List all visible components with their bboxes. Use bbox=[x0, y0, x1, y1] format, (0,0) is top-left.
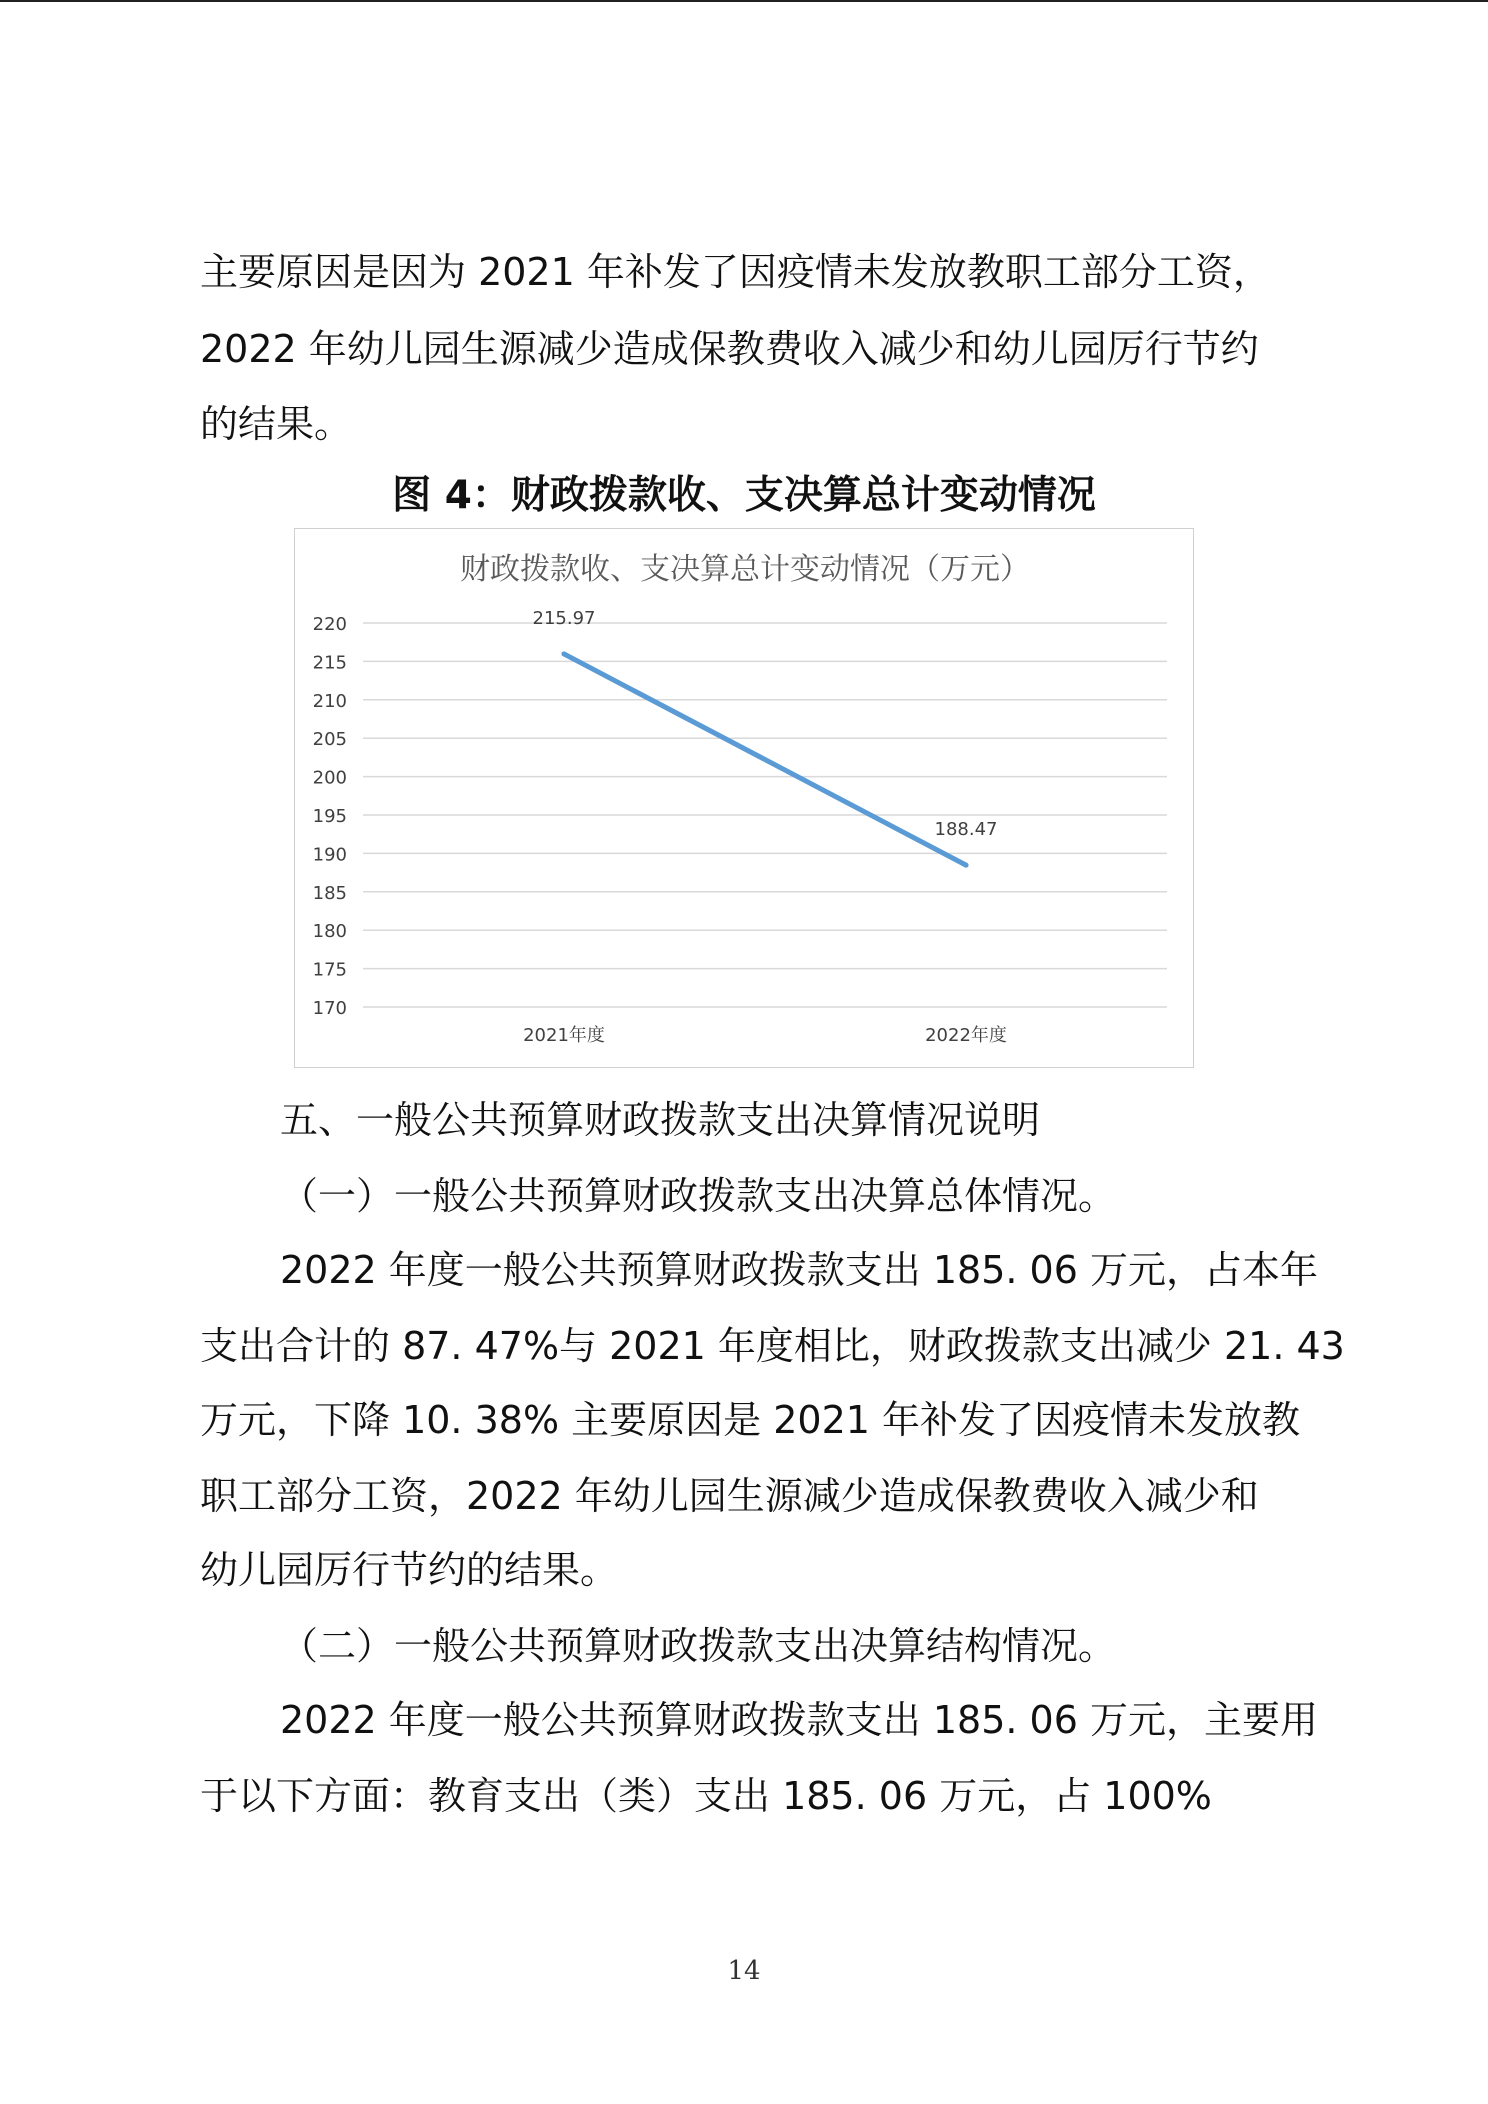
y-tick-label: 195 bbox=[312, 806, 347, 827]
x-axis-ticks bbox=[523, 1024, 1007, 1046]
sub1-line-3: 万元，下降 10. 38% 主要原因是 2021 年补发了因疫情未发放教 bbox=[200, 1398, 1300, 1442]
data-point bbox=[964, 863, 969, 868]
intro-line-1: 主要原因是因为 2021 年补发了因疫情未发放教职工部分工资， bbox=[200, 250, 1271, 294]
data-point bbox=[562, 651, 567, 656]
subsection-2-heading: （二）一般公共预算财政拨款支出决算结构情况。 bbox=[280, 1624, 1117, 1668]
line-chart bbox=[294, 528, 1194, 1068]
sub2-line-1: 2022 年度一般公共预算财政拨款支出 185. 06 万元，主要用 bbox=[280, 1698, 1318, 1742]
y-tick-label: 190 bbox=[312, 844, 347, 866]
subsection-1-heading: （一）一般公共预算财政拨款支出决算总体情况。 bbox=[280, 1174, 1117, 1218]
intro-line-2: 2022 年幼儿园生源减少造成保教费收入减少和幼儿园厉行节约 bbox=[200, 327, 1259, 371]
intro-line-3: 的结果。 bbox=[200, 402, 353, 446]
chart-canvas bbox=[295, 529, 1195, 1069]
y-tick-label: 205 bbox=[312, 729, 347, 751]
figure-caption: 图 4：财政拨款收、支决算总计变动情况 bbox=[392, 473, 1096, 518]
y-tick-label: 170 bbox=[312, 998, 347, 1019]
data-labels bbox=[533, 608, 998, 840]
sub1-line-2: 支出合计的 87. 47%与 2021 年度相比，财政拨款支出减少 21. 43 bbox=[200, 1324, 1345, 1368]
y-tick-label: 180 bbox=[312, 921, 347, 943]
sub1-line-5: 幼儿园厉行节约的结果。 bbox=[200, 1548, 619, 1592]
y-tick-label: 185 bbox=[312, 882, 347, 904]
y-tick-label: 200 bbox=[312, 767, 347, 789]
series-line bbox=[564, 654, 966, 865]
top-rule bbox=[0, 0, 1488, 2]
chart-title: 财政拨款收、支决算总计变动情况（万元） bbox=[460, 552, 1030, 587]
sub1-line-1: 2022 年度一般公共预算财政拨款支出 185. 06 万元，占本年 bbox=[280, 1248, 1318, 1292]
page-number: 14 bbox=[727, 1956, 761, 1986]
sub2-line-2: 于以下方面：教育支出（类）支出 185. 06 万元，占 100% bbox=[200, 1774, 1212, 1818]
series-layer bbox=[562, 651, 969, 867]
y-axis-ticks bbox=[313, 614, 347, 1019]
sub1-line-4: 职工部分工资，2022 年幼儿园生源减少造成保教费收入减少和 bbox=[200, 1474, 1259, 1518]
x-tick-label: 2022年度 bbox=[925, 1025, 1007, 1046]
x-tick-label: 2021年度 bbox=[523, 1025, 605, 1046]
y-tick-label: 215 bbox=[312, 652, 347, 674]
data-label: 188.47 bbox=[934, 819, 998, 841]
data-label: 215.97 bbox=[532, 607, 596, 629]
y-tick-label: 175 bbox=[312, 959, 347, 981]
section-heading: 五、一般公共预算财政拨款支出决算情况说明 bbox=[280, 1098, 1041, 1142]
y-tick-label: 210 bbox=[312, 690, 347, 712]
gridlines bbox=[363, 623, 1167, 1007]
y-tick-label: 220 bbox=[312, 614, 347, 635]
